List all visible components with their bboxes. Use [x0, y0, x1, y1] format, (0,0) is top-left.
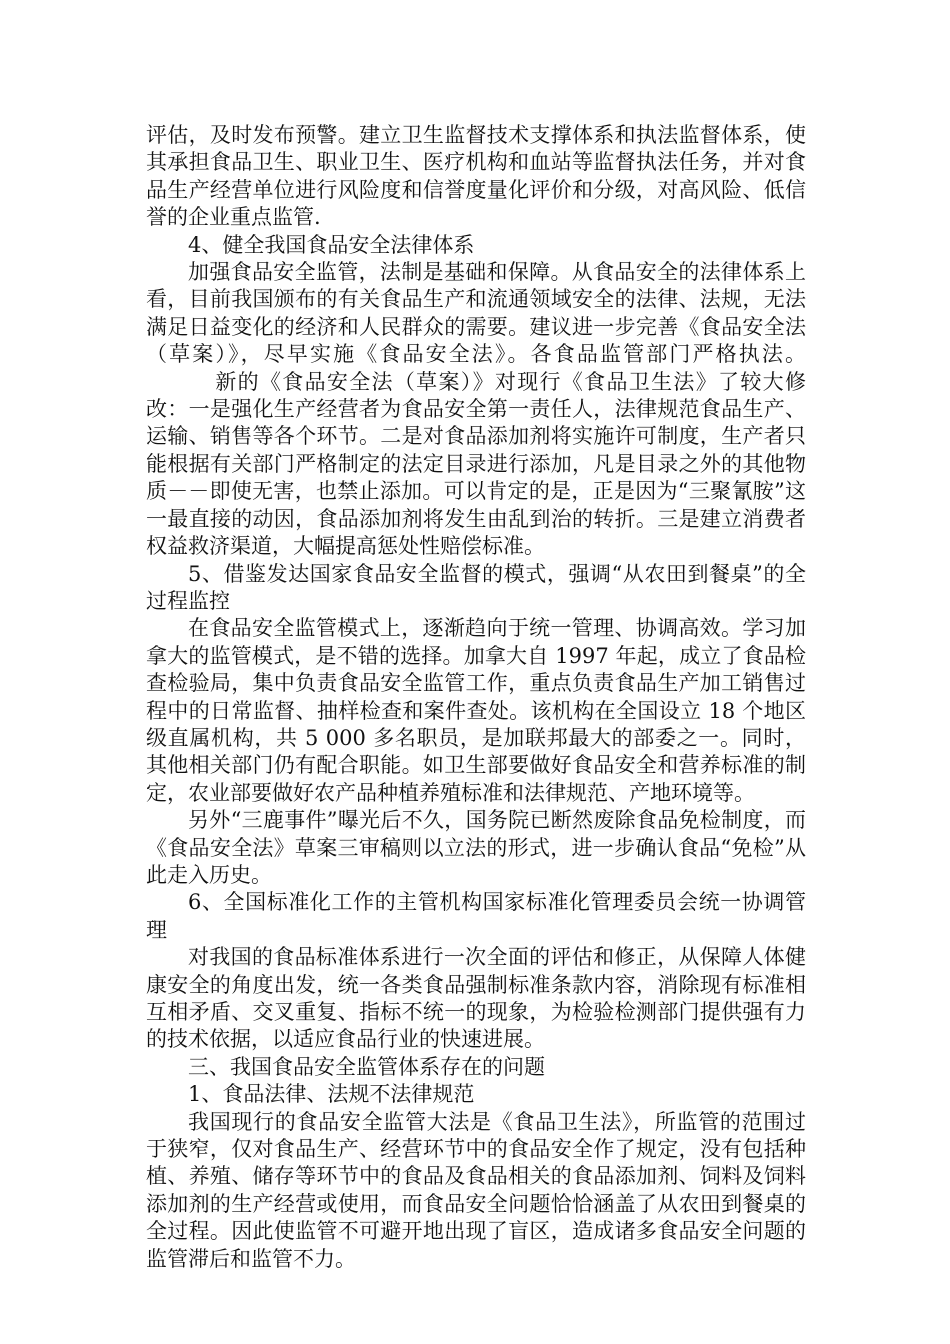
- paragraph-exemption-abolished: 另外“三鹿事件”曝光后不久，国务院已断然废除食品免检制度，而《食品安全法》草案三审稿则以立法的形式，进一步确认食品“免检”从此走入历史。: [146, 808, 806, 887]
- document-body: [146, 122, 806, 1273]
- heading-foreign-model: 5、借鉴发达国家食品安全监督的模式，强调“从农田到餐桌”的全过程监控: [146, 561, 806, 613]
- paragraph-food-hygiene-law: 我国现行的食品安全监管大法是《食品卫生法》，所监管的范围过于狭窄，仅对食品生产、经营环节中的食品安全作了规定，没有包括种植、养殖、储存等环节中的食品及食品相关的食品添加剂、饲料及饲料添加剂的生产经营或使用，而食品安全问题恰恰涵盖了从农田到餐桌的全过程。因此使监管不可避开地出现了盲区，造成诸多食品安全问题的监管滞后和监管不力。: [146, 1109, 806, 1271]
- heading-laws-not-standard: 1、食品法律、法规不法律规范: [188, 1082, 475, 1107]
- paragraph-legal-system-part2: 新的《食品安全法（草案）》对现行《食品卫生法》了较大修改：一是强化生产经营者为食品安全第一责任人，法律规范食品生产、运输、销售等各个环节。二是对食品添加剂将实施许可制度，生产者只能根据有关部门严格制定的法定目录进行添加，凡是目录之外的其他物质－－即使无害，也禁止添加。可以肯定的是，正是因为“三聚氰胺”这一最直接的动因，食品添加剂将发生由乱到治的转折。三是建立消费者权益救济渠道，大幅提高惩处性赔偿标准。: [146, 369, 806, 559]
- section-heading-problems: 三、我国食品安全监管体系存在的问题: [188, 1054, 545, 1079]
- paragraph-legal-system: [146, 259, 806, 560]
- paragraph-legal-system-part1: 加强食品安全监管，法制是基础和保障。从食品安全的法律体系上看，目前我国颁布的有关食品生产和流通领域安全的法律、法规，无法满足日益变化的经济和人民群众的需要。建议进一步完善《食品安全法（草案）》，尽早实施《食品安全法》。各食品监管部门严格执法。: [146, 260, 806, 367]
- heading-standardization: 6、全国标准化工作的主管机构国家标准化管理委员会统一协调管理: [146, 890, 806, 942]
- paragraph-canada-model: 在食品安全监管模式上，逐渐趋向于统一管理、协调高效。学习加拿大的监管模式，是不错的选择。加拿大自 1997 年起，成立了食品检查检验局，集中负责食品安全监管工作，重点负责食品生产加工销售过程中的日常监督、抽样检查和案件查处。该机构在全国设立 18 个地区级直属机构，共 5 000 多名职员，是加联邦最大的部委之一。同时，其他相关部门仍有配合职能。如卫生部要做好食品安全和营养标准的制定，农业部要做好农产品种植养殖标准和法律规范、产地环境等。: [146, 616, 806, 805]
- paragraph-continuation: 评估，及时发布预警。建立卫生监督技术支撑体系和执法监督体系，使其承担食品卫生、职业卫生、医疗机构和血站等监督执法任务，并对食品生产经营单位进行风险度和信誉度量化评价和分级，对高风险、低信誉的企业重点监管.: [146, 123, 806, 230]
- heading-legal-system: 4、健全我国食品安全法律体系: [188, 232, 475, 257]
- paragraph-standards: 对我国的食品标准体系进行一次全面的评估和修正，从保障人体健康安全的角度出发，统一各类食品强制标准条款内容，消除现有标准相互相矛盾、交叉重复、指标不统一的现象，为检验检测部门提供强有力的技术依据，以适应食品行业的快速进展。: [146, 945, 806, 1052]
